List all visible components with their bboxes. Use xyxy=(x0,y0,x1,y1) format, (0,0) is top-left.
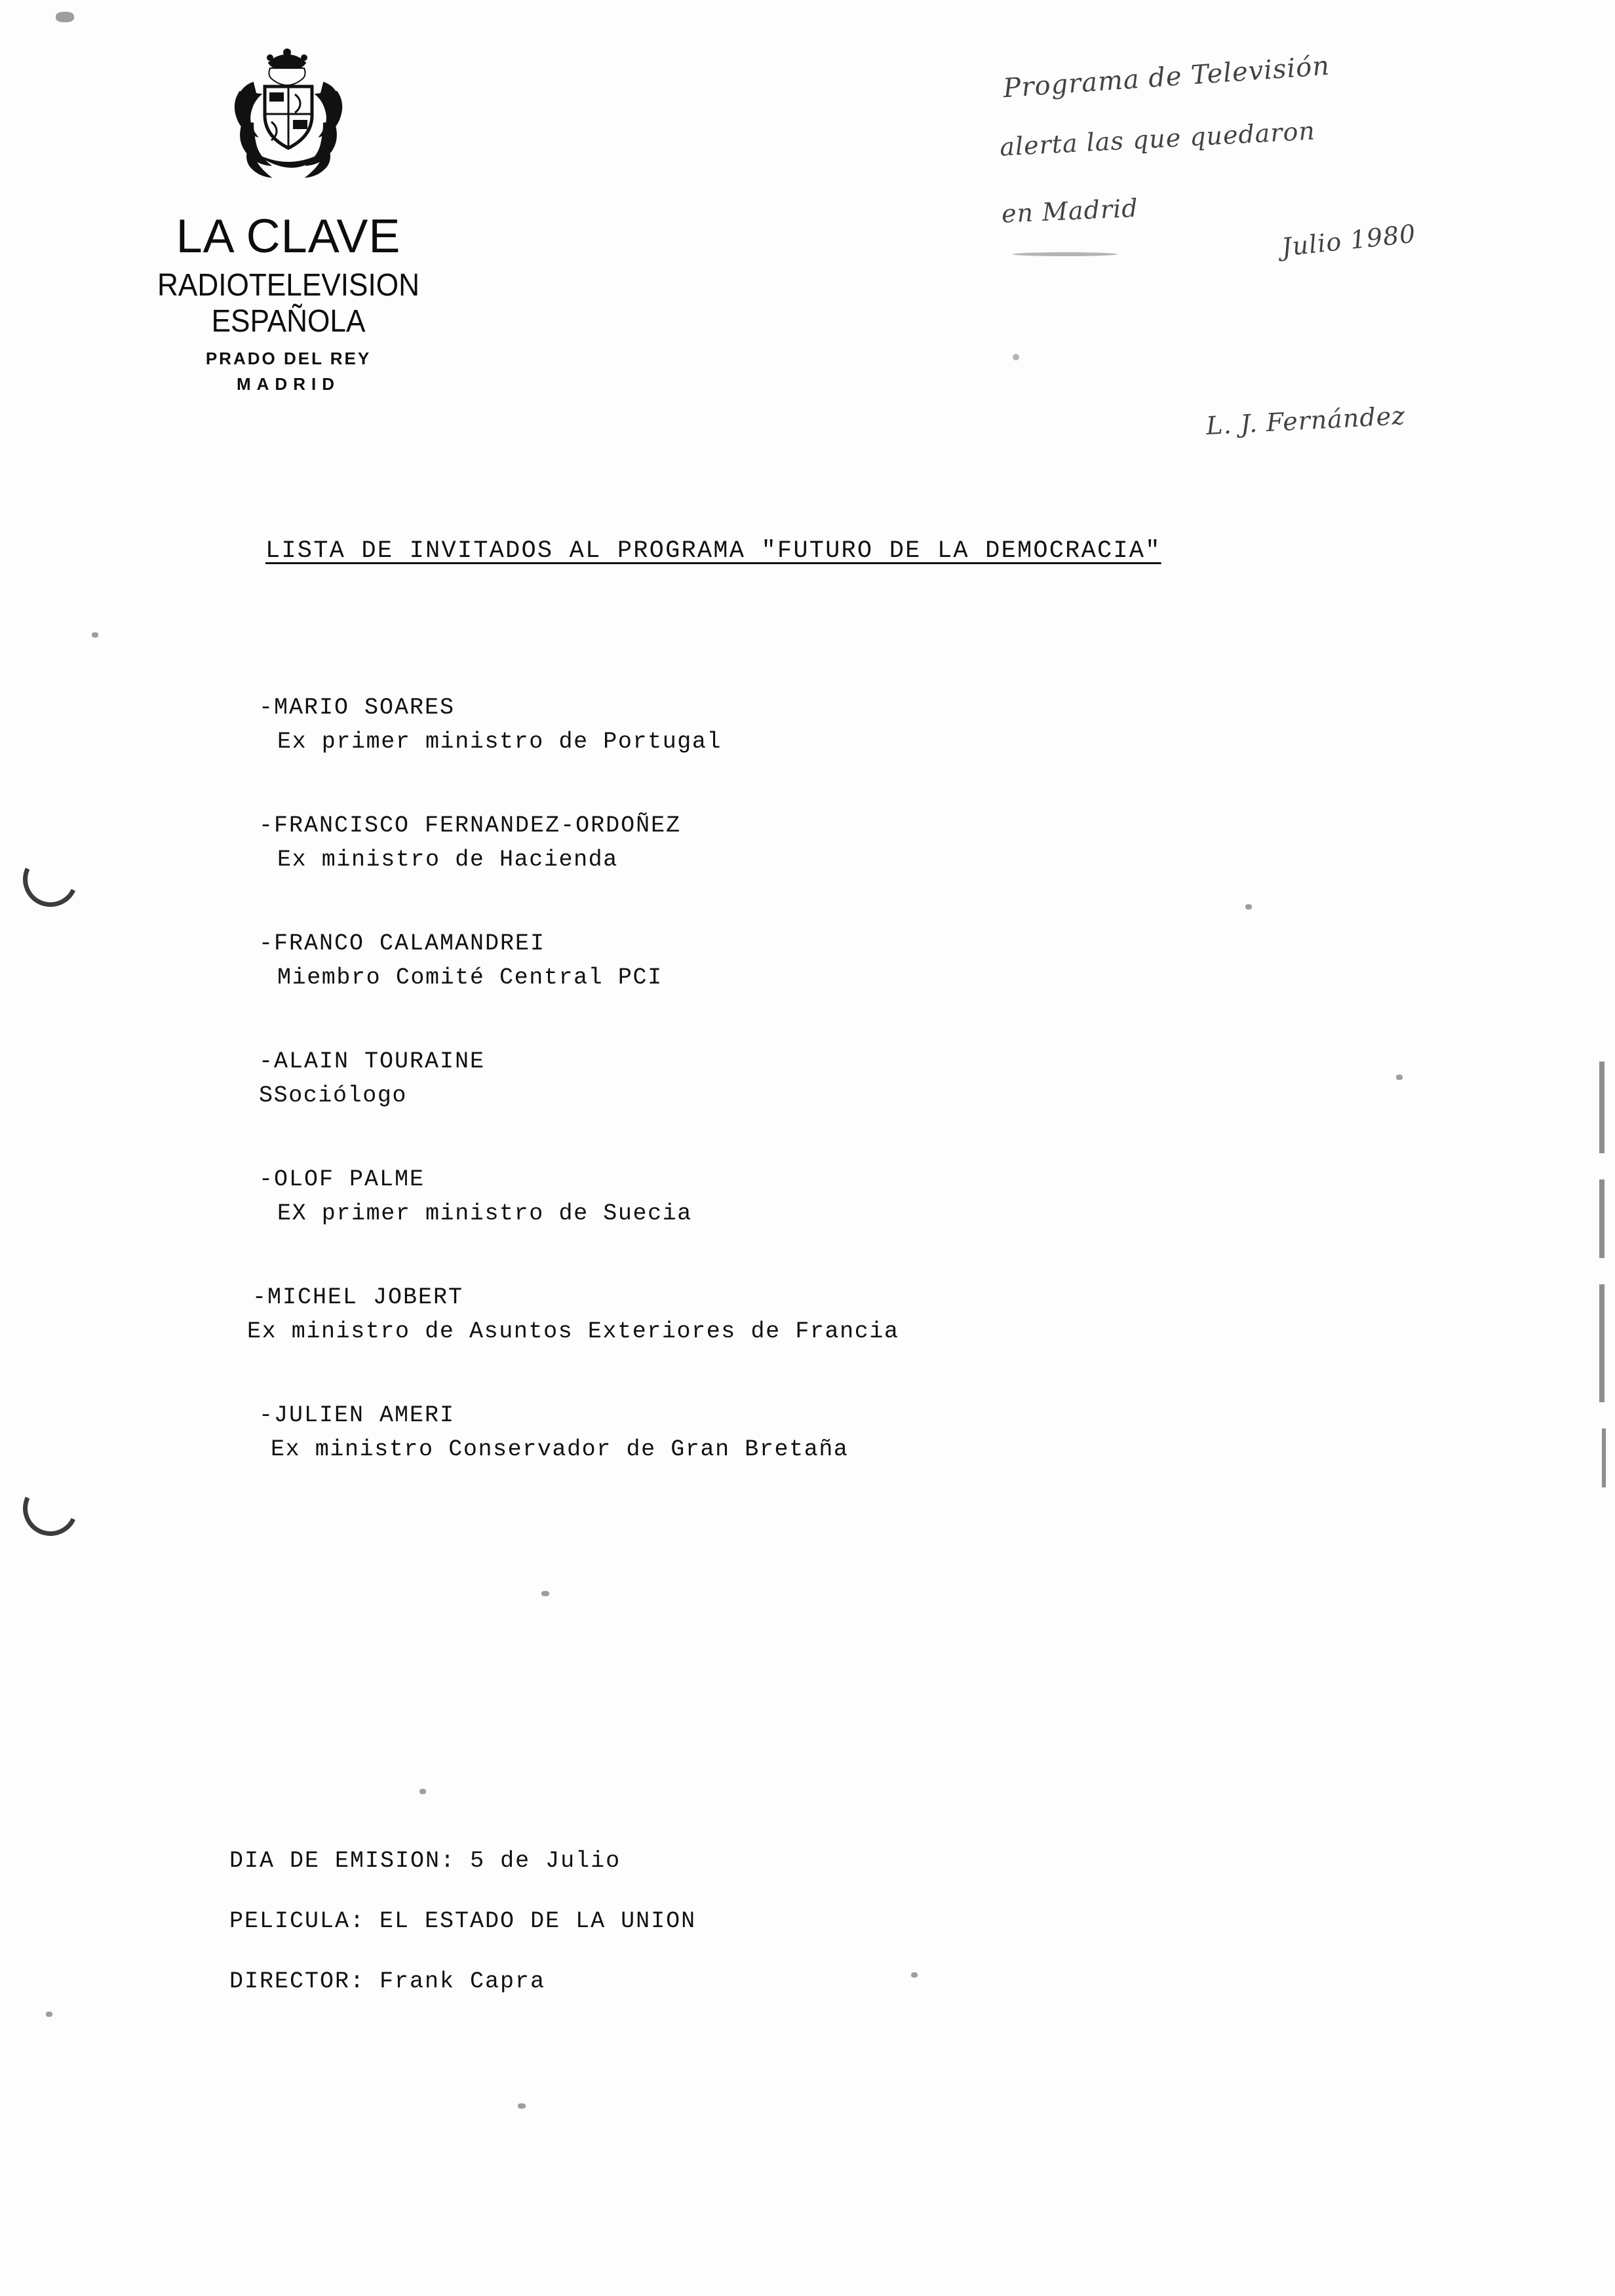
scan-speck xyxy=(92,632,98,638)
brand-title: LA CLAVE xyxy=(176,210,401,263)
field-label: DIA DE EMISION: xyxy=(229,1848,456,1874)
guest-name: -ALAIN TOURAINE xyxy=(259,1048,486,1075)
list-item xyxy=(259,813,1242,873)
list-item xyxy=(259,1402,1242,1463)
field-film xyxy=(229,1908,696,1934)
broadcast-details xyxy=(229,1848,696,2029)
handwritten-note-date: Julio 1980 xyxy=(1280,219,1418,262)
scan-edge-mark xyxy=(1599,1062,1605,1153)
ink-dot xyxy=(1013,354,1019,360)
brand-city-line: MADRID xyxy=(237,374,340,394)
field-value: Frank Capra xyxy=(379,1968,546,1995)
scan-speck xyxy=(518,2103,526,2109)
scan-speck xyxy=(541,1591,549,1596)
scan-speck xyxy=(46,2012,52,2017)
field-director xyxy=(229,1968,696,1995)
list-item xyxy=(259,695,1242,755)
guest-name: -JULIEN AMERI xyxy=(259,1402,456,1428)
guest-role: Ex ministro Conservador de Gran Bretaña xyxy=(271,1436,849,1463)
guest-role: Ex primer ministro de Portugal xyxy=(277,729,722,755)
field-label: DIRECTOR: xyxy=(229,1968,366,1995)
guest-name: -OLOF PALME xyxy=(259,1166,425,1193)
list-item xyxy=(259,1048,1242,1109)
scan-speck xyxy=(56,12,74,22)
ink-smudge xyxy=(1013,252,1118,256)
brand-address-line: PRADO DEL REY xyxy=(205,349,372,368)
handwritten-note-line-2: alerta las que quedaron xyxy=(999,116,1316,162)
scan-speck xyxy=(419,1789,426,1794)
list-item xyxy=(259,930,1242,991)
list-item xyxy=(259,1166,1242,1227)
guest-name: -MARIO SOARES xyxy=(259,695,456,721)
scan-speck xyxy=(1396,1075,1403,1080)
field-emission-date xyxy=(229,1848,696,1874)
letterhead xyxy=(79,46,498,394)
field-value: EL ESTADO DE LA UNION xyxy=(379,1908,697,1934)
field-value: 5 de Julio xyxy=(470,1848,621,1874)
list-item xyxy=(247,1284,1242,1345)
guest-role: Ex ministro de Hacienda xyxy=(277,847,618,873)
guest-name: -MICHEL JOBERT xyxy=(252,1284,464,1311)
handwritten-note-line-1: Programa de Televisión xyxy=(1002,50,1331,104)
guest-name: -FRANCO CALAMANDREI xyxy=(259,930,546,957)
scan-edge-mark xyxy=(1599,1284,1605,1402)
rtve-crest-icon xyxy=(197,46,380,203)
guest-list xyxy=(247,695,1242,1520)
brand-subtitle: RADIOTELEVISION ESPAÑOLA xyxy=(157,268,419,339)
scan-edge-mark xyxy=(1602,1428,1606,1487)
guest-role: Ex ministro de Asuntos Exteriores de Francia xyxy=(247,1318,899,1345)
handwritten-note-line-3: en Madrid xyxy=(1001,193,1139,229)
field-label: PELICULA: xyxy=(229,1908,366,1934)
punch-hole-mark xyxy=(15,844,86,915)
guest-role: EX primer ministro de Suecia xyxy=(277,1200,692,1227)
guest-role: Miembro Comité Central PCI xyxy=(277,965,663,991)
page-title: LISTA DE INVITADOS AL PROGRAMA "FUTURO DE LA DEMOCRACIA" xyxy=(265,537,1161,565)
scan-speck xyxy=(911,1972,918,1978)
handwritten-signature: L. J. Fernández xyxy=(1205,401,1407,440)
punch-hole-mark xyxy=(15,1473,86,1544)
guest-name: -FRANCISCO FERNANDEZ-ORDOÑEZ xyxy=(259,813,682,839)
scan-speck xyxy=(1245,904,1252,909)
guest-role: SSociólogo xyxy=(259,1082,408,1109)
scan-edge-mark xyxy=(1599,1179,1605,1258)
